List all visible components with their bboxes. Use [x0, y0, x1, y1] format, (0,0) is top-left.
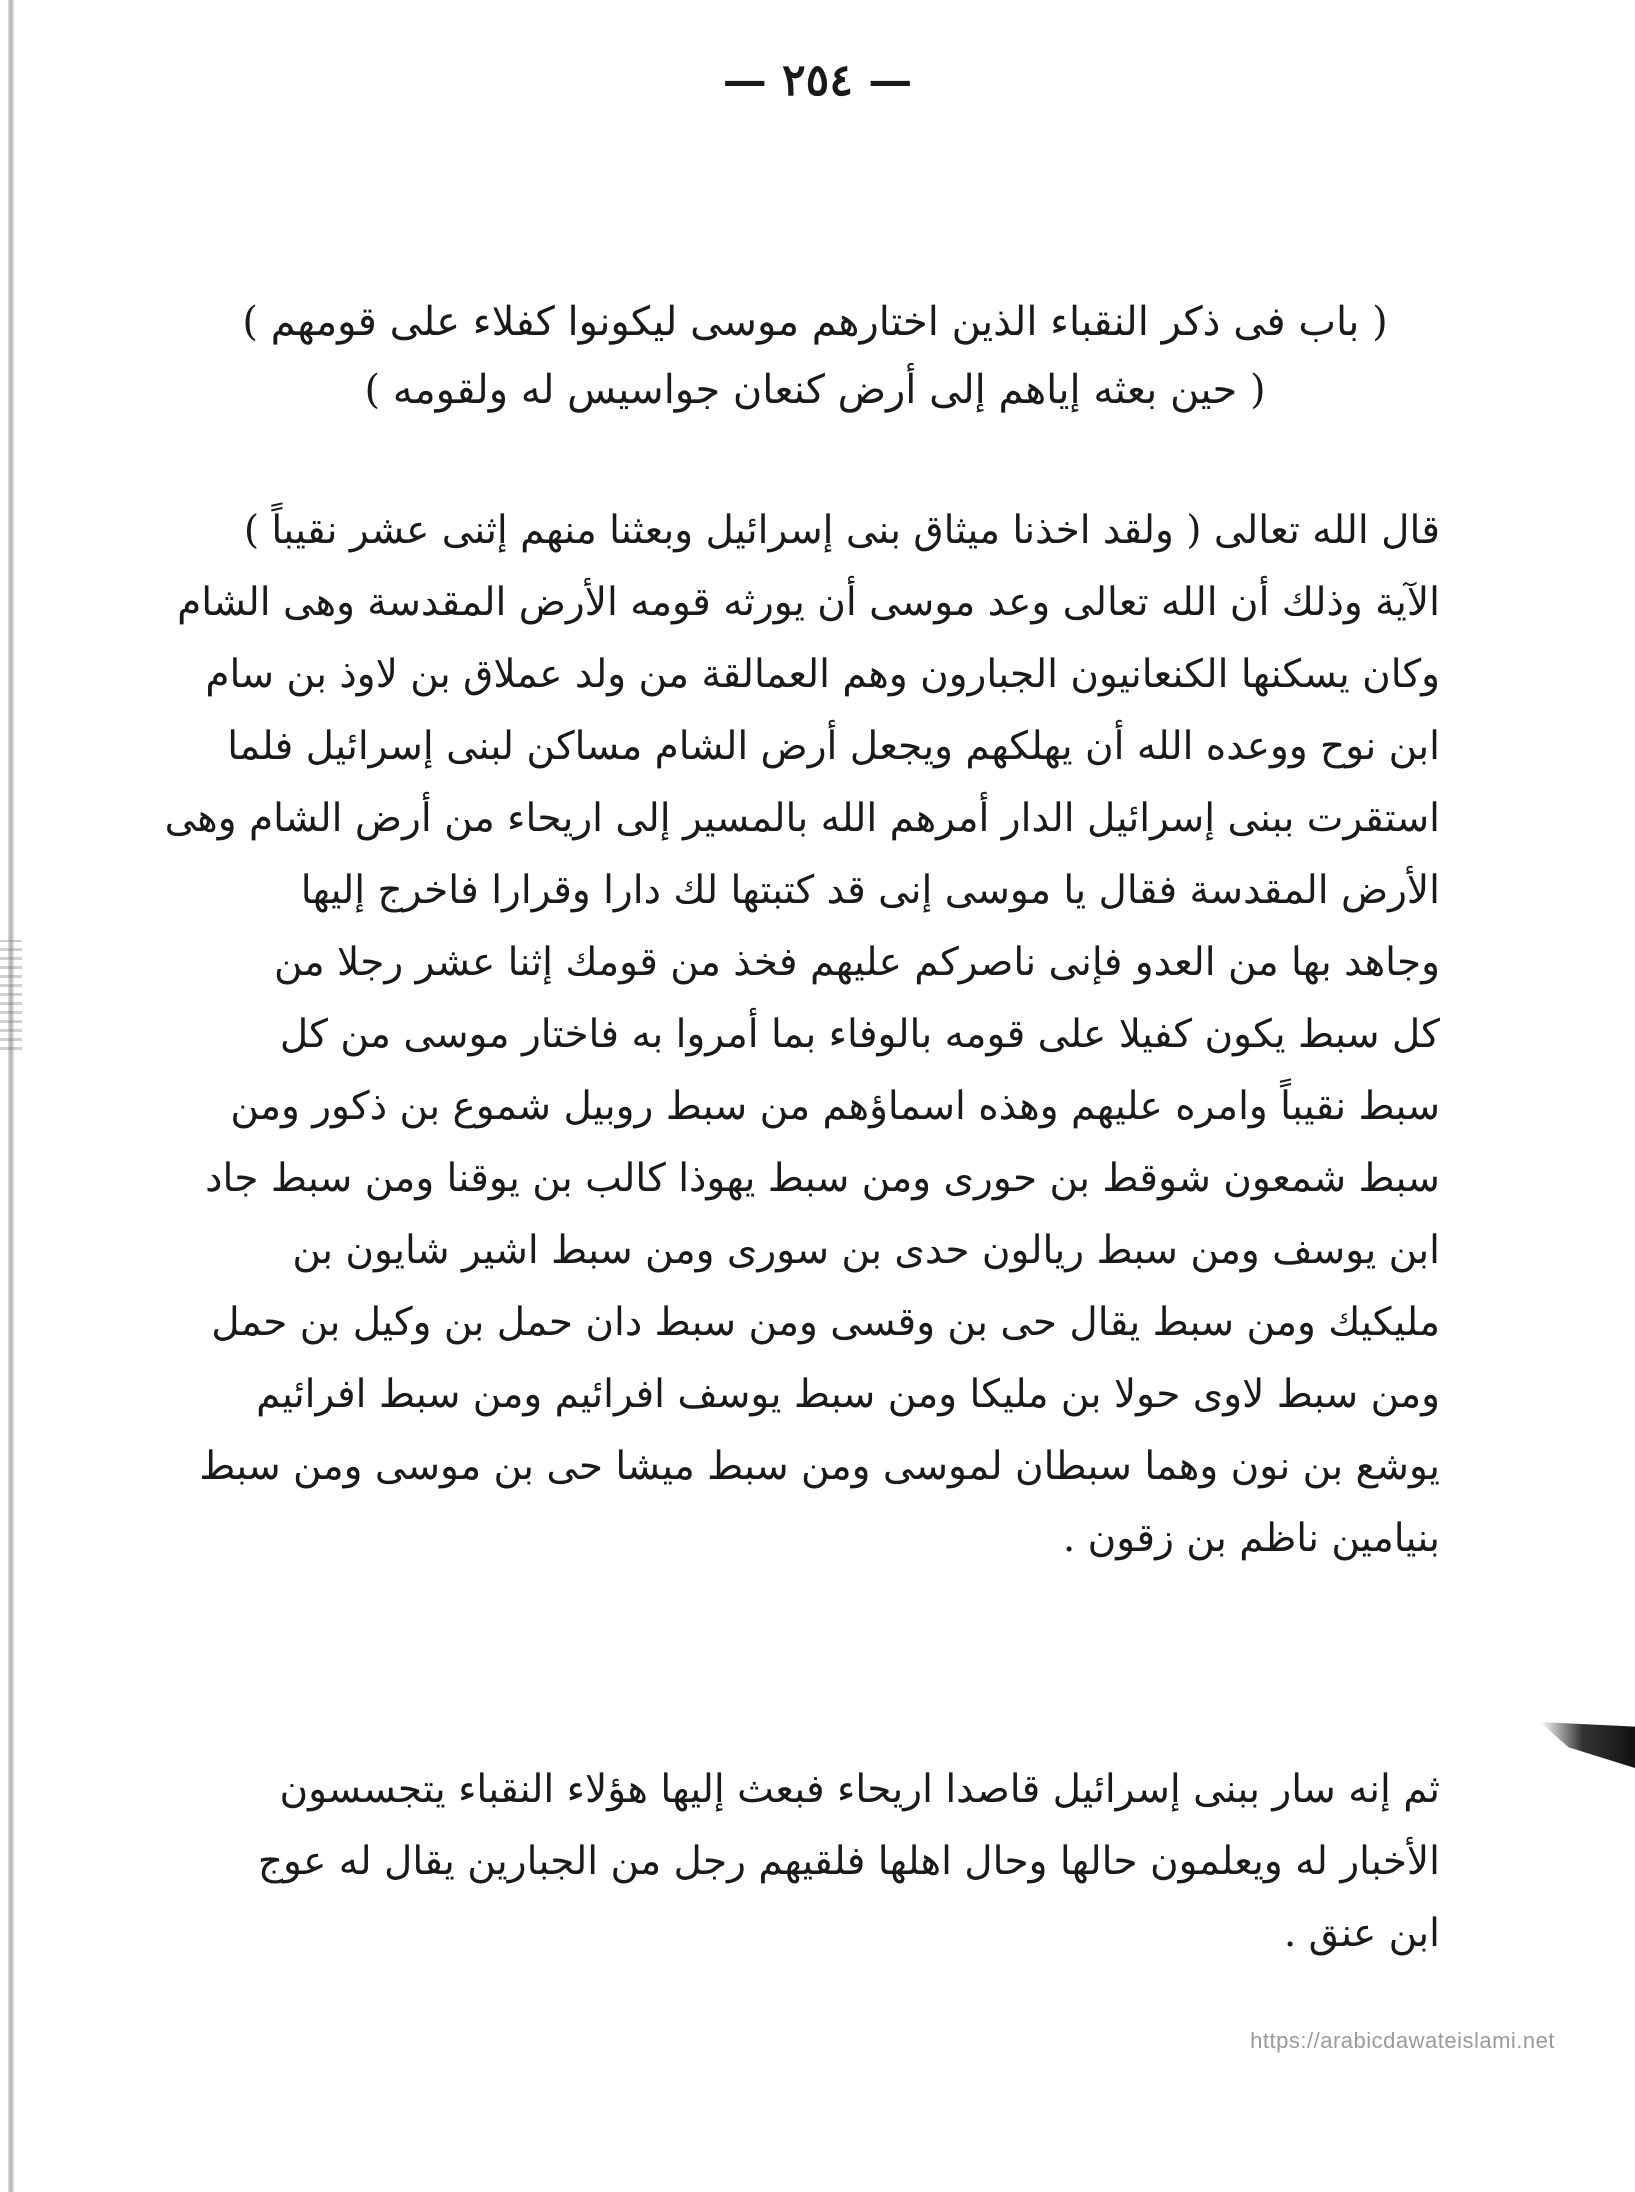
text-line: بنيامين ناظم بن زقون . [1062, 1516, 1440, 1561]
chapter-heading-line: ( حين بعثه إياهم إلى أرض كنعان جواسيس له ولقومه ) [364, 367, 1266, 413]
text-line: الآية وذلك أن الله تعالى وعد موسى أن يورثه قومه الأرض المقدسة وهى الشام [177, 580, 1440, 625]
text-line: كل سبط يكون كفيلا على قومه بالوفاء بما أمروا به فاختار موسى من كل [279, 1012, 1440, 1057]
text-line: يوشع بن نون وهما سبطان لموسى ومن سبط ميشا حى بن موسى ومن سبط [199, 1444, 1440, 1489]
binding-edge [8, 0, 14, 2192]
body-paragraph [100, 495, 1440, 1575]
text-line: سبط شمعون شوقط بن حورى ومن سبط يهوذا كالب بن يوقنا ومن سبط جاد [205, 1156, 1440, 1201]
text-line: ابن يوسف ومن سبط ريالون حدى بن سورى ومن سبط اشير شايون بن [292, 1228, 1440, 1273]
body-paragraph [100, 1754, 1440, 1970]
text-line: مليكيك ومن سبط يقال حى بن وقسى ومن سبط دان حمل بن وكيل بن حمل [211, 1300, 1440, 1345]
text-line: استقرت ببنى إسرائيل الدار أمرهم الله بالمسير إلى اريحاء من أرض الشام وهى [164, 796, 1440, 841]
chapter-heading [190, 288, 1440, 424]
binding-specks [0, 940, 22, 1050]
text-line: ابن عنق . [1283, 1911, 1440, 1956]
chapter-heading-line: ( باب فى ذكر النقباء الذين اختارهم موسى ليكونوا كفلاء على قومهم ) [242, 299, 1388, 345]
text-line: وجاهد بها من العدو فإنى ناصركم عليهم فخذ من قومك إثنا عشر رجلا من [274, 940, 1440, 985]
page-number: — ٢٥٤ — [722, 55, 913, 106]
watermark-url: https://arabicdawateislami.net [1250, 2028, 1555, 2053]
text-line: الأخبار له ويعلمون حالها وحال اهلها فلقيهم رجل من الجبارين يقال له عوج [257, 1839, 1440, 1884]
text-line: قال الله تعالى ( ولقد اخذنا ميثاق بنى إسرائيل وبعثنا منهم إثنى عشر نقيباً ) [243, 508, 1440, 553]
text-line: ثم إنه سار ببنى إسرائيل قاصدا اريحاء فبعث إليها هؤلاء النقباء يتجسسون [279, 1767, 1440, 1812]
text-line: الأرض المقدسة فقال يا موسى إنى قد كتبتها لك دارا وقرارا فاخرج إليها [300, 868, 1440, 913]
edge-shadow [1540, 1722, 1635, 1768]
text-line: وكان يسكنها الكنعانيون الجبارون وهم العمالقة من ولد عملاق بن لاوذ بن سام [205, 652, 1440, 697]
text-line: سبط نقيباً وامره عليهم وهذه اسماؤهم من سبط روبيل شموع بن ذكور ومن [230, 1084, 1440, 1129]
text-line: ابن نوح ووعده الله أن يهلكهم ويجعل أرض الشام مساكن لبنى إسرائيل فلما [227, 724, 1440, 769]
text-line: ومن سبط لاوى حولا بن مليكا ومن سبط يوسف افرائيم ومن سبط افرائيم [256, 1372, 1440, 1417]
